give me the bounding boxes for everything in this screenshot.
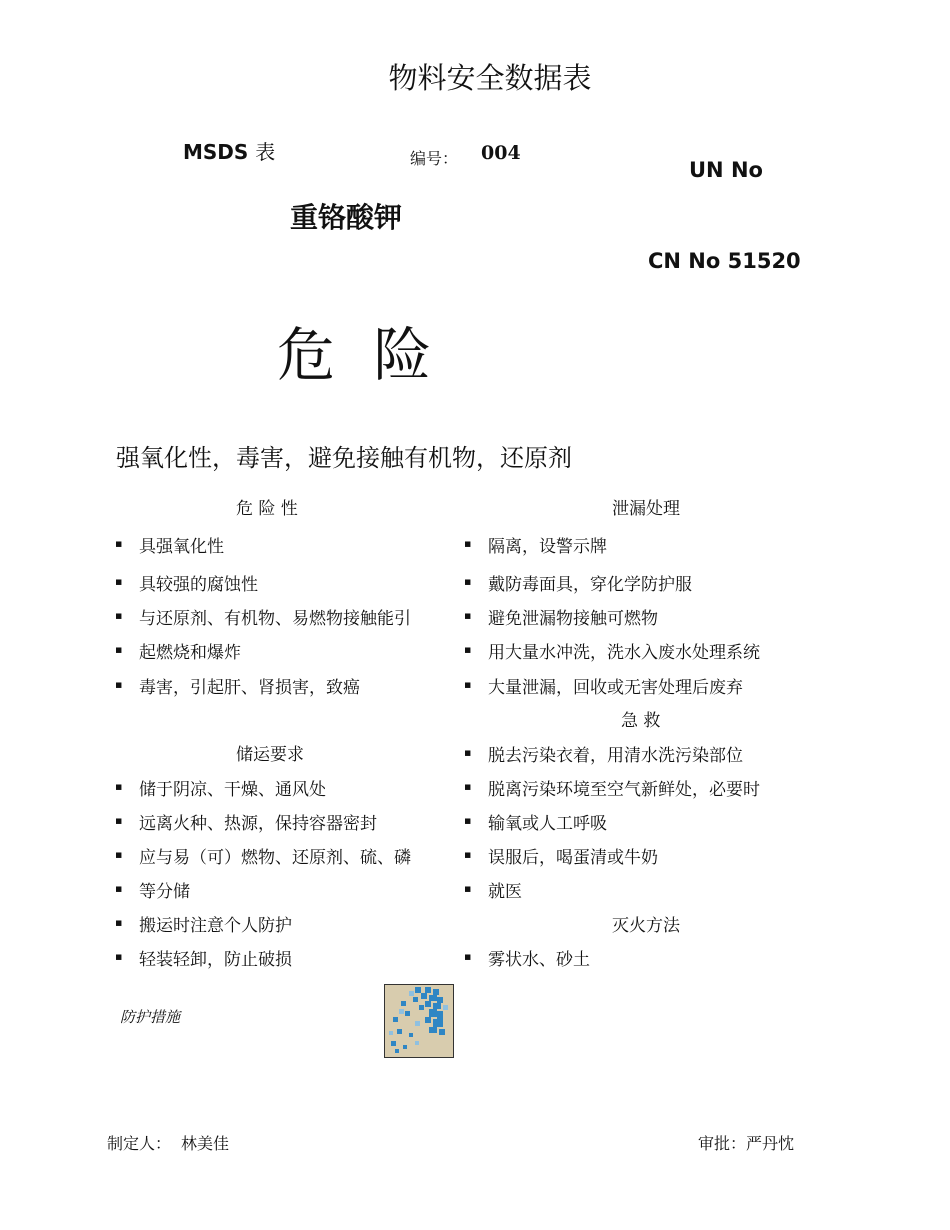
list-item: 应与易（可）燃物、还原剂、硫、磷	[139, 848, 411, 868]
bullet-icon: ▪	[464, 848, 472, 861]
bullet-icon: ▪	[464, 814, 472, 827]
list-item: 搬运时注意个人防护	[139, 916, 292, 936]
list-item: 用大量水冲洗，洗水入废水处理系统	[488, 643, 760, 663]
bullet-icon: ▪	[115, 814, 123, 827]
list-item: 与还原剂、有机物、易燃物接触能引	[139, 609, 411, 629]
list-item: 大量泄漏，回收或无害处理后废弃	[488, 678, 743, 698]
list-item: 毒害，引起肝、肾损害，致癌	[139, 678, 360, 698]
list-item: 脱去污染衣着，用清水洗污染部位	[488, 746, 743, 766]
code-value: 004	[481, 142, 521, 164]
bullet-icon: ▪	[115, 537, 123, 550]
first-aid-heading: 急 救	[621, 711, 661, 731]
list-item: 起燃烧和爆炸	[139, 643, 241, 663]
bullet-icon: ▪	[115, 780, 123, 793]
bullet-icon: ▪	[115, 609, 123, 622]
msds-label	[183, 136, 275, 165]
bullet-icon: ▪	[115, 882, 123, 895]
protection-measures-label: 防护措施	[120, 1008, 181, 1026]
list-item: 远离火种、热源，保持容器密封	[139, 814, 377, 834]
list-item: 隔离，设警示牌	[488, 537, 607, 557]
bullet-icon: ▪	[464, 780, 472, 793]
storage-heading: 储运要求	[236, 745, 304, 765]
list-item: 具强氧化性	[139, 537, 224, 557]
hazard-summary: 强氧化性，毒害，避免接触有机物，还原剂	[116, 444, 572, 472]
code-label: 编号：	[410, 149, 459, 168]
bullet-icon: ▪	[115, 643, 123, 656]
list-item: 储于阴凉、干燥、通风处	[139, 780, 326, 800]
bullet-icon: ▪	[464, 950, 472, 963]
bullet-icon: ▪	[464, 575, 472, 588]
bullet-icon: ▪	[464, 609, 472, 622]
bullet-icon: ▪	[464, 643, 472, 656]
bullet-icon: ▪	[115, 575, 123, 588]
list-item: 输氧或人工呼吸	[488, 814, 607, 834]
list-item: 轻装轻卸，防止破损	[139, 950, 292, 970]
protection-pictogram-image	[384, 984, 454, 1058]
bullet-icon: ▪	[464, 882, 472, 895]
page-title: 物料安全数据表	[388, 61, 592, 95]
list-item: 等分储	[139, 882, 190, 902]
list-item: 具较强的腐蚀性	[139, 575, 258, 595]
list-item: 就医	[488, 882, 522, 902]
chemical-name: 重铬酸钾	[290, 201, 403, 234]
maker-label: 制定人：	[107, 1134, 172, 1153]
cn-number-label: CN No 51520	[648, 249, 801, 273]
bullet-icon: ▪	[115, 848, 123, 861]
msds-label-suffix: 表	[255, 140, 276, 164]
bullet-icon: ▪	[464, 537, 472, 550]
bullet-icon: ▪	[464, 746, 472, 759]
hazards-heading: 危 险 性	[236, 499, 298, 519]
approver: 审批：严丹忱	[698, 1134, 795, 1153]
bullet-icon: ▪	[115, 950, 123, 963]
list-item: 避免泄漏物接触可燃物	[488, 609, 658, 629]
maker-name: 林美佳	[181, 1134, 230, 1153]
fire-heading: 灭火方法	[612, 916, 680, 936]
bullet-icon: ▪	[464, 678, 472, 691]
un-number-label: UN No	[689, 158, 763, 182]
list-item: 雾状水、砂土	[488, 950, 590, 970]
danger-signal-word: 危 险	[277, 321, 442, 389]
pictogram-graphic	[385, 985, 453, 1057]
leak-heading: 泄漏处理	[612, 499, 680, 519]
list-item: 误服后，喝蛋清或牛奶	[488, 848, 658, 868]
bullet-icon: ▪	[115, 678, 123, 691]
list-item: 脱离污染环境至空气新鲜处，必要时	[488, 780, 760, 800]
list-item: 戴防毒面具，穿化学防护服	[488, 575, 692, 595]
bullet-icon: ▪	[115, 916, 123, 929]
msds-label-text: MSDS	[183, 140, 249, 164]
